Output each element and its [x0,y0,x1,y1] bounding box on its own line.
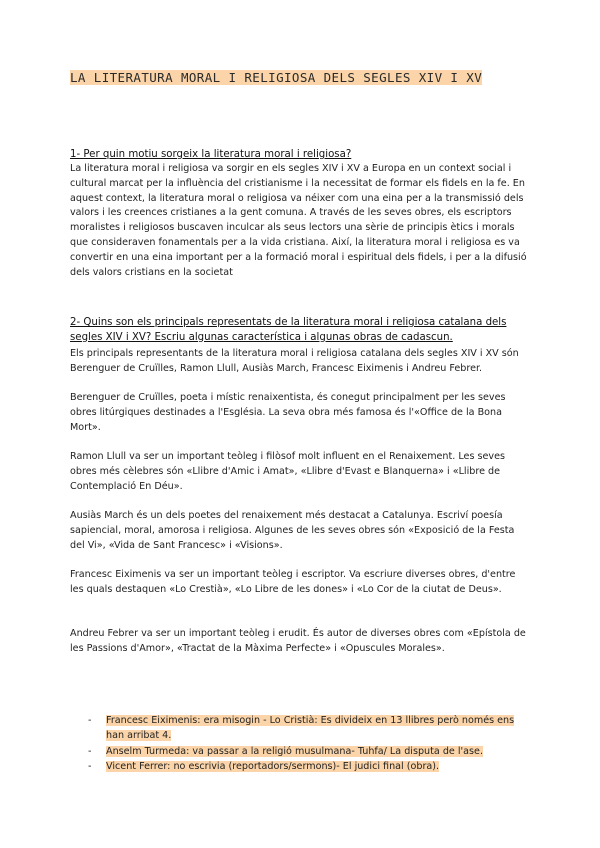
paragraph-llull: Ramon Llull va ser un important teòleg i filòsof molt influent en el Renaixement. Les seves obres més cèlebres són «Llibre d'Amic i Amat», «Llibre d'Evast e Blanquerna» i «Llibre de Contemplació En Déu». [70,451,505,492]
document-title [70,68,530,88]
list-item [70,760,530,775]
list-item [70,745,530,760]
paragraph-eiximenis: Francesc Eiximenis va ser un important teòleg i escriptor. Va escriure diverses obres, d'entre les quals destaquen «Lo Crestià», «Lo Libre de les dones» i «Lo Cor de la ciutat de Deus». [70,569,516,595]
answer-2-intro: Els principals representants de la literatura moral i religiosa catalana dels segles XIV i XV són Berenguer de Cruïlles, Ramon Llull, Ausiàs March, Francesc Eiximenis i Andreu Febrer. [70,348,519,374]
list-dash: - [88,715,92,726]
list-dash: - [88,761,92,773]
list-item-text: Anselm Turmeda: va passar a la religió musulmana- Tuhfa/ La disputa de l'ase. [106,745,483,757]
title-text: LA LITERATURA MORAL I RELIGIOSA DELS SEGLES XIV I XV [70,70,483,85]
notes-list [70,714,530,776]
question-1: 1- Per quin motiu sorgeix la literatura moral i religiosa? [70,149,352,160]
question-2: 2- Quins son els principals representats de la literatura moral i religiosa catalana dels segles XIV i XV? Escriu algunas característica i algunas obras de cadascun. [70,317,507,343]
paragraph-febrer: Andreu Febrer va ser un important teòleg i erudit. És autor de diverses obres com «Epístola de les Passions d'Amor», «Tractat de la Màxima Perfecte» i «Opuscules Morales». [70,628,526,654]
list-item-text: Francesc Eiximenis: era misogin - Lo Cristià: Es divideix en 13 llibres però només ens han arribat 4. [106,715,515,741]
paragraph-berenguer: Berenguer de Cruïlles, poeta i místic renaixentista, és conegut principalment per les seves obres litúrgiques destinades a l'Església. La seva obra més famosa és l'«Office de la Bona Mort». [70,392,506,433]
list-item [70,714,530,744]
paragraph-march: Ausiàs March és un dels poetes del renaixement més destacat a Catalunya. Escriví poesía sapiencial, moral, amorosa i religiosa. Algunes de les seves obres són «Exposició de la Festa del Vi», «Vida de Sant Francesc» i «Visions». [70,510,515,551]
list-dash: - [88,745,92,757]
list-item-text: Vicent Ferrer: no escrivia (reportadors/sermons)- El judici final (obra). [106,761,440,773]
answer-1-paragraph: La literatura moral i religiosa va sorgir en els segles XIV i XV a Europa en un context social i cultural marcat per la influència del cristianisme i la necessitat de formar els fidels en la fe. En aquest context, la literatura moral o religiosa va néixer com una eina per a la transmissió dels valors i les creences cristianes a la gent comuna. A través de les seves obres, els escriptors moralistes i religiosos buscaven inculcar als seus lectors una sèrie de principis ètics i morals que consideraven fonamentals per a la vida cristiana. Així, la literatura moral i religiosa es va convertir en una eina important per a la formació moral i espiritual dels fidels, i per a la difusió dels valors cristians en la societat [70,163,527,278]
